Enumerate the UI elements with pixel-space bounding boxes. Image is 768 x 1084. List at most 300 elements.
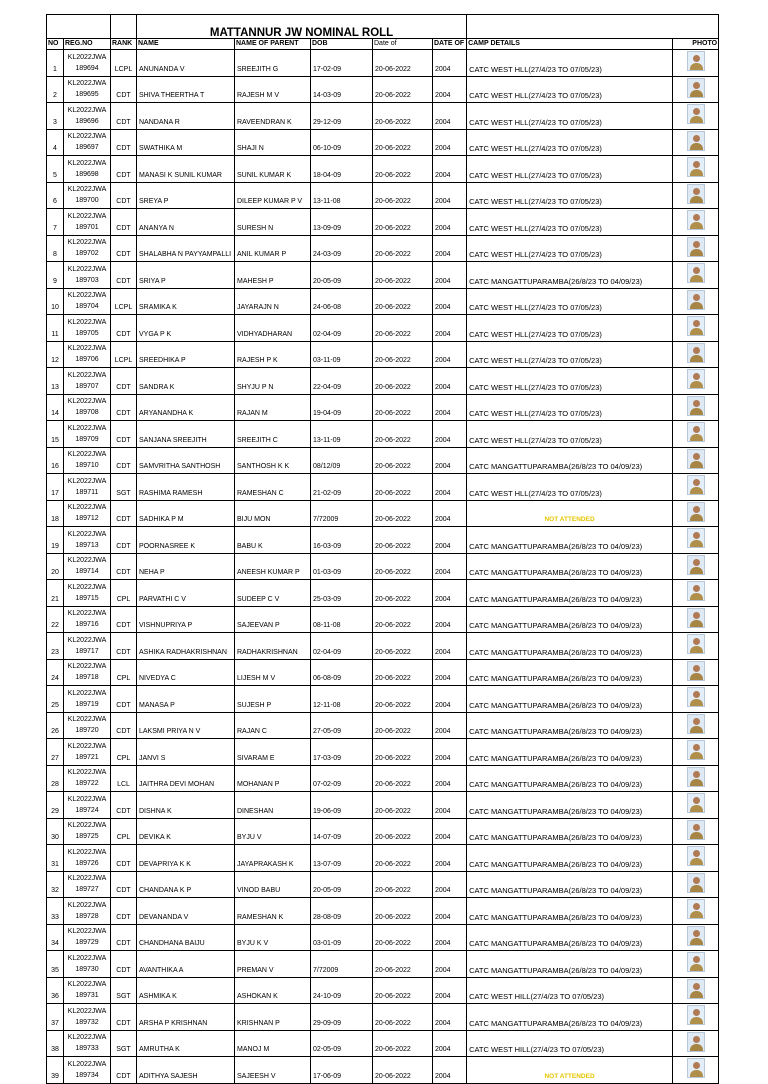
cell-no: 22 <box>47 606 64 633</box>
reg-prefix: KL2022JWA <box>67 981 107 989</box>
photo-uniform <box>690 779 703 787</box>
cell-no: 23 <box>47 633 64 660</box>
cell-year: 2004 <box>433 50 467 77</box>
cell-dob: 24-06-08 <box>311 288 373 315</box>
cell-date-of-enrolment: 20-06-2022 <box>373 606 433 633</box>
header-rank: RANK <box>111 39 137 50</box>
cell-camp-details: CATC MANGATTUPARAMBA(26/8/23 TO 04/09/23) <box>467 1004 673 1031</box>
cell-year: 2004 <box>433 156 467 183</box>
photo-uniform <box>690 938 703 946</box>
reg-number: 189728 <box>75 912 99 920</box>
reg-prefix: KL2022JWA <box>67 239 107 247</box>
cell-year: 2004 <box>433 527 467 554</box>
cell-photo <box>673 288 719 315</box>
reg-number: 189698 <box>75 170 99 178</box>
reg-number: 189715 <box>75 594 99 602</box>
cell-rank: CDT <box>111 686 137 713</box>
cell-year: 2004 <box>433 633 467 660</box>
photo-face <box>693 267 700 274</box>
cell-no: 29 <box>47 792 64 819</box>
cell-dob: 21-02-09 <box>311 474 373 501</box>
header-row <box>47 39 719 50</box>
cell-photo <box>673 924 719 951</box>
cell-parent: SUDEEP C V <box>235 580 311 607</box>
cell-year: 2004 <box>433 209 467 236</box>
photo-uniform <box>690 991 703 999</box>
reg-number: 189700 <box>75 197 99 205</box>
cadet-photo <box>687 1005 705 1025</box>
cell-rank: CDT <box>111 368 137 395</box>
cadet-photo <box>687 1058 705 1078</box>
table-row <box>47 262 719 289</box>
reg-number: 189722 <box>75 780 99 788</box>
reg-prefix: KL2022JWA <box>67 212 107 220</box>
cell-date-of-enrolment: 20-06-2022 <box>373 686 433 713</box>
reg-number: 189703 <box>75 276 99 284</box>
photo-uniform <box>690 275 703 283</box>
table-row <box>47 845 719 872</box>
cell-date-of-enrolment: 20-06-2022 <box>373 50 433 77</box>
cell-camp-details: CATC MANGATTUPARAMBA(26/8/23 TO 04/09/23) <box>467 818 673 845</box>
photo-face <box>693 983 700 990</box>
cell-year: 2004 <box>433 103 467 130</box>
cell-no: 31 <box>47 845 64 872</box>
cell-rank: CDT <box>111 103 137 130</box>
cell-camp-details: CATC WEST HLL(27/4/23 TO 07/05/23) <box>467 315 673 342</box>
photo-face <box>693 665 700 672</box>
reg-number: 189706 <box>75 356 99 364</box>
cadet-photo <box>687 528 705 548</box>
cell-dob: 29-12-09 <box>311 103 373 130</box>
cell-photo <box>673 156 719 183</box>
table-row <box>47 739 719 766</box>
table-row <box>47 156 719 183</box>
reg-prefix: KL2022JWA <box>67 689 107 697</box>
cell-parent: SHYJU P N <box>235 368 311 395</box>
reg-number: 189732 <box>75 1018 99 1026</box>
cell-parent: RAJAN C <box>235 712 311 739</box>
cell-reg-no <box>64 341 111 368</box>
reg-prefix: KL2022JWA <box>67 53 107 61</box>
cell-date-of-enrolment: 20-06-2022 <box>373 209 433 236</box>
reg-number: 189714 <box>75 568 99 576</box>
cell-name: NANDANA R <box>137 103 235 130</box>
cell-name: SREEDHIKA P <box>137 341 235 368</box>
photo-face <box>693 691 700 698</box>
cell-rank: CDT <box>111 235 137 262</box>
header-no: NO <box>47 39 64 50</box>
reg-prefix: KL2022JWA <box>67 795 107 803</box>
cell-camp-details: CATC WEST HLL(27/4/23 TO 07/05/23) <box>467 341 673 368</box>
header-dob: DOB <box>311 39 373 50</box>
cell-date-of-enrolment: 20-06-2022 <box>373 765 433 792</box>
cell-name: SRAMIKA K <box>137 288 235 315</box>
cell-date-of-enrolment: 20-06-2022 <box>373 235 433 262</box>
reg-number: 189713 <box>75 541 99 549</box>
cell-no: 15 <box>47 421 64 448</box>
reg-number: 189726 <box>75 859 99 867</box>
cell-photo <box>673 580 719 607</box>
cell-reg-no <box>64 103 111 130</box>
cell-name: ADITHYA SAJESH <box>137 1057 235 1084</box>
photo-face <box>693 426 700 433</box>
cell-no: 26 <box>47 712 64 739</box>
table-row <box>47 818 719 845</box>
reg-number: 189705 <box>75 329 99 337</box>
reg-prefix: KL2022JWA <box>67 424 107 432</box>
cell-date-of-enrolment: 20-06-2022 <box>373 1030 433 1057</box>
cell-parent: SREEJITH G <box>235 50 311 77</box>
cell-no: 28 <box>47 765 64 792</box>
table-row <box>47 341 719 368</box>
photo-face <box>693 479 700 486</box>
cell-reg-no <box>64 1030 111 1057</box>
cell-parent: JAYAPRAKASH K <box>235 845 311 872</box>
cell-parent: SANTHOSH K K <box>235 447 311 474</box>
cell-dob: 24-03-09 <box>311 235 373 262</box>
cell-parent: BYJU K V <box>235 924 311 951</box>
cell-parent: SURESH N <box>235 209 311 236</box>
cadet-photo <box>687 104 705 124</box>
cell-date-of-enrolment: 20-06-2022 <box>373 871 433 898</box>
cell-dob: 06-10-09 <box>311 129 373 156</box>
cell-year: 2004 <box>433 580 467 607</box>
cell-reg-no <box>64 633 111 660</box>
cell-name: DEVAPRIYA K K <box>137 845 235 872</box>
cell-rank: SGT <box>111 977 137 1004</box>
cell-name: SHALABHA N PAYYAMPALLI <box>137 235 235 262</box>
photo-uniform <box>690 567 703 575</box>
table-row <box>47 553 719 580</box>
header-date-of-2: DATE OF <box>433 39 467 50</box>
cell-dob: 02-04-09 <box>311 633 373 660</box>
cell-reg-no <box>64 1057 111 1084</box>
cell-reg-no <box>64 898 111 925</box>
cell-photo <box>673 553 719 580</box>
cell-no: 8 <box>47 235 64 262</box>
cell-photo <box>673 235 719 262</box>
cadet-photo <box>687 952 705 972</box>
cell-rank: CDT <box>111 1057 137 1084</box>
cell-reg-no <box>64 182 111 209</box>
table-row <box>47 76 719 103</box>
cell-camp-details: CATC WEST HLL(27/4/23 TO 07/05/23) <box>467 103 673 130</box>
photo-uniform <box>690 699 703 707</box>
photo-face <box>693 824 700 831</box>
cell-no: 2 <box>47 76 64 103</box>
cell-photo <box>673 527 719 554</box>
cell-date-of-enrolment: 20-06-2022 <box>373 924 433 951</box>
cell-rank: CDT <box>111 156 137 183</box>
cell-year: 2004 <box>433 129 467 156</box>
cell-year: 2004 <box>433 871 467 898</box>
cell-parent: JAYARAJN N <box>235 288 311 315</box>
table-row <box>47 1030 719 1057</box>
cell-name: LAKSMI PRIYA N V <box>137 712 235 739</box>
table-row <box>47 209 719 236</box>
cell-reg-no <box>64 659 111 686</box>
table-row <box>47 421 719 448</box>
cell-date-of-enrolment: 20-06-2022 <box>373 103 433 130</box>
cell-year: 2004 <box>433 1057 467 1084</box>
cell-camp-details: CATC MANGATTUPARAMBA(26/8/23 TO 04/09/23) <box>467 898 673 925</box>
cell-rank: CDT <box>111 792 137 819</box>
cell-reg-no <box>64 1004 111 1031</box>
reg-prefix: KL2022JWA <box>67 1034 107 1042</box>
cell-no: 39 <box>47 1057 64 1084</box>
cell-name: JAITHRA DEVI MOHAN <box>137 765 235 792</box>
cell-year: 2004 <box>433 341 467 368</box>
cell-name: ARYANANDHA K <box>137 394 235 421</box>
cell-name: ANANYA N <box>137 209 235 236</box>
reg-number: 189724 <box>75 806 99 814</box>
table-row <box>47 792 719 819</box>
cell-name: SRIYA P <box>137 262 235 289</box>
cell-name: NEHA P <box>137 553 235 580</box>
cadet-photo <box>687 793 705 813</box>
cell-no: 10 <box>47 288 64 315</box>
cell-year: 2004 <box>433 739 467 766</box>
cell-date-of-enrolment: 20-06-2022 <box>373 288 433 315</box>
cell-camp-details: CATC MANGATTUPARAMBA(26/8/23 TO 04/09/23) <box>467 845 673 872</box>
cell-photo <box>673 898 719 925</box>
table-row <box>47 235 719 262</box>
cell-dob: 28-08-09 <box>311 898 373 925</box>
photo-uniform <box>690 355 703 363</box>
photo-face <box>693 744 700 751</box>
cell-rank: CDT <box>111 712 137 739</box>
cell-dob: 20-05-09 <box>311 262 373 289</box>
cell-rank: LCPL <box>111 341 137 368</box>
photo-uniform <box>690 726 703 734</box>
cell-photo <box>673 500 719 527</box>
photo-uniform <box>690 1044 703 1052</box>
cell-camp-details: CATC MANGATTUPARAMBA(26/8/23 TO 04/09/23) <box>467 712 673 739</box>
reg-prefix: KL2022JWA <box>67 451 107 459</box>
table-row <box>47 712 719 739</box>
cell-reg-no <box>64 951 111 978</box>
cell-date-of-enrolment: 20-06-2022 <box>373 394 433 421</box>
cadet-photo <box>687 899 705 919</box>
cell-camp-details: CATC MANGATTUPARAMBA(26/8/23 TO 04/09/23) <box>467 447 673 474</box>
cell-photo <box>673 129 719 156</box>
reg-prefix: KL2022JWA <box>67 477 107 485</box>
photo-face <box>693 294 700 301</box>
header-photo: PHOTO <box>673 39 719 50</box>
photo-face <box>693 108 700 115</box>
cell-rank: CDT <box>111 951 137 978</box>
table-row <box>47 606 719 633</box>
cell-name: SWATHIKA M <box>137 129 235 156</box>
cell-name: VYGA P K <box>137 315 235 342</box>
photo-face <box>693 347 700 354</box>
cell-photo <box>673 315 719 342</box>
cell-photo <box>673 394 719 421</box>
cell-year: 2004 <box>433 977 467 1004</box>
cell-name: ARSHA P KRISHNAN <box>137 1004 235 1031</box>
cell-photo <box>673 103 719 130</box>
reg-number: 189716 <box>75 621 99 629</box>
cell-camp-details: NOT ATTENDED <box>467 1057 673 1084</box>
cell-parent: SUNIL KUMAR K <box>235 156 311 183</box>
reg-number: 189717 <box>75 647 99 655</box>
cell-reg-no <box>64 924 111 951</box>
cell-date-of-enrolment: 20-06-2022 <box>373 845 433 872</box>
cell-dob: 02-04-09 <box>311 315 373 342</box>
cadet-photo <box>687 131 705 151</box>
reg-number: 189727 <box>75 886 99 894</box>
cell-no: 13 <box>47 368 64 395</box>
cell-name: AMRUTHA K <box>137 1030 235 1057</box>
cell-date-of-enrolment: 20-06-2022 <box>373 315 433 342</box>
cell-photo <box>673 659 719 686</box>
reg-prefix: KL2022JWA <box>67 875 107 883</box>
cell-dob: 25-03-09 <box>311 580 373 607</box>
reg-prefix: KL2022JWA <box>67 610 107 618</box>
cell-name: MANASA P <box>137 686 235 713</box>
cell-parent: VINOD BABU <box>235 871 311 898</box>
reg-prefix: KL2022JWA <box>67 80 107 88</box>
cell-rank: CDT <box>111 421 137 448</box>
reg-prefix: KL2022JWA <box>67 133 107 141</box>
cell-parent: MAHESH P <box>235 262 311 289</box>
cell-reg-no <box>64 288 111 315</box>
cell-year: 2004 <box>433 315 467 342</box>
photo-face <box>693 373 700 380</box>
cadet-photo <box>687 873 705 893</box>
cell-reg-no <box>64 527 111 554</box>
cell-rank: CDT <box>111 845 137 872</box>
cell-camp-details: CATC WEST HLL(27/4/23 TO 07/05/23) <box>467 209 673 236</box>
cell-year: 2004 <box>433 659 467 686</box>
cell-name: VISHNUPRIYA P <box>137 606 235 633</box>
cadet-photo <box>687 237 705 257</box>
cell-no: 34 <box>47 924 64 951</box>
cell-year: 2004 <box>433 262 467 289</box>
cell-no: 30 <box>47 818 64 845</box>
reg-number: 189725 <box>75 833 99 841</box>
cell-reg-no <box>64 580 111 607</box>
cell-no: 16 <box>47 447 64 474</box>
cell-parent: LIJESH M V <box>235 659 311 686</box>
cell-dob: 7/72009 <box>311 951 373 978</box>
cell-name: DEVANANDA V <box>137 898 235 925</box>
cell-date-of-enrolment: 20-06-2022 <box>373 447 433 474</box>
reg-prefix: KL2022JWA <box>67 159 107 167</box>
cell-parent: ASHOKAN K <box>235 977 311 1004</box>
table-row <box>47 580 719 607</box>
cadet-photo <box>687 369 705 389</box>
cell-no: 38 <box>47 1030 64 1057</box>
cell-rank: CDT <box>111 315 137 342</box>
cell-date-of-enrolment: 20-06-2022 <box>373 739 433 766</box>
cell-year: 2004 <box>433 924 467 951</box>
cell-camp-details: CATC WEST HLL(27/4/23 TO 07/05/23) <box>467 288 673 315</box>
cell-no: 9 <box>47 262 64 289</box>
cell-year: 2004 <box>433 421 467 448</box>
cell-year: 2004 <box>433 898 467 925</box>
reg-number: 189731 <box>75 992 99 1000</box>
cadet-photo <box>687 316 705 336</box>
cell-parent: RAJAN M <box>235 394 311 421</box>
cell-name: SADHIKA P M <box>137 500 235 527</box>
cadet-photo <box>687 846 705 866</box>
table-row <box>47 527 719 554</box>
nominal-roll-sheet <box>46 14 719 1084</box>
cell-camp-details: CATC MANGATTUPARAMBA(26/8/23 TO 04/09/23) <box>467 606 673 633</box>
cell-dob: 13-07-09 <box>311 845 373 872</box>
cell-date-of-enrolment: 20-06-2022 <box>373 1057 433 1084</box>
cell-photo <box>673 1057 719 1084</box>
cell-photo <box>673 1004 719 1031</box>
photo-uniform <box>690 911 703 919</box>
cell-reg-no <box>64 209 111 236</box>
photo-uniform <box>690 673 703 681</box>
cell-reg-no <box>64 262 111 289</box>
cell-year: 2004 <box>433 845 467 872</box>
table-row <box>47 765 719 792</box>
table-row <box>47 394 719 421</box>
photo-uniform <box>690 143 703 151</box>
cell-name: PARVATHI C V <box>137 580 235 607</box>
cell-no: 7 <box>47 209 64 236</box>
cell-date-of-enrolment: 20-06-2022 <box>373 474 433 501</box>
photo-uniform <box>690 328 703 336</box>
cell-dob: 14-07-09 <box>311 818 373 845</box>
cell-no: 33 <box>47 898 64 925</box>
cell-photo <box>673 633 719 660</box>
reg-prefix: KL2022JWA <box>67 106 107 114</box>
cell-name: ANUNANDA V <box>137 50 235 77</box>
cell-date-of-enrolment: 20-06-2022 <box>373 553 433 580</box>
reg-prefix: KL2022JWA <box>67 848 107 856</box>
cell-dob: 27-05-09 <box>311 712 373 739</box>
cadet-photo <box>687 581 705 601</box>
cell-no: 11 <box>47 315 64 342</box>
cell-year: 2004 <box>433 182 467 209</box>
cell-rank: CDT <box>111 553 137 580</box>
reg-number: 189729 <box>75 939 99 947</box>
cell-dob: 14-03-09 <box>311 76 373 103</box>
photo-uniform <box>690 620 703 628</box>
cell-date-of-enrolment: 20-06-2022 <box>373 633 433 660</box>
cadet-photo <box>687 661 705 681</box>
cell-no: 36 <box>47 977 64 1004</box>
cell-date-of-enrolment: 20-06-2022 <box>373 262 433 289</box>
cell-date-of-enrolment: 20-06-2022 <box>373 500 433 527</box>
cell-camp-details: CATC WEST HLL(27/4/23 TO 07/05/23) <box>467 394 673 421</box>
cell-year: 2004 <box>433 474 467 501</box>
cell-photo <box>673 977 719 1004</box>
cell-dob: 08-11-08 <box>311 606 373 633</box>
cell-rank: CDT <box>111 182 137 209</box>
cell-year: 2004 <box>433 686 467 713</box>
photo-face <box>693 135 700 142</box>
table-row <box>47 447 719 474</box>
cell-reg-no <box>64 394 111 421</box>
photo-face <box>693 850 700 857</box>
cell-dob: 13-11-09 <box>311 421 373 448</box>
cell-camp-details: CATC MANGATTUPARAMBA(26/8/23 TO 04/09/23) <box>467 686 673 713</box>
reg-prefix: KL2022JWA <box>67 371 107 379</box>
photo-face <box>693 903 700 910</box>
photo-uniform <box>690 964 703 972</box>
photo-face <box>693 532 700 539</box>
photo-uniform <box>690 514 703 522</box>
cell-rank: CPL <box>111 818 137 845</box>
reg-prefix: KL2022JWA <box>67 742 107 750</box>
reg-prefix: KL2022JWA <box>67 530 107 538</box>
